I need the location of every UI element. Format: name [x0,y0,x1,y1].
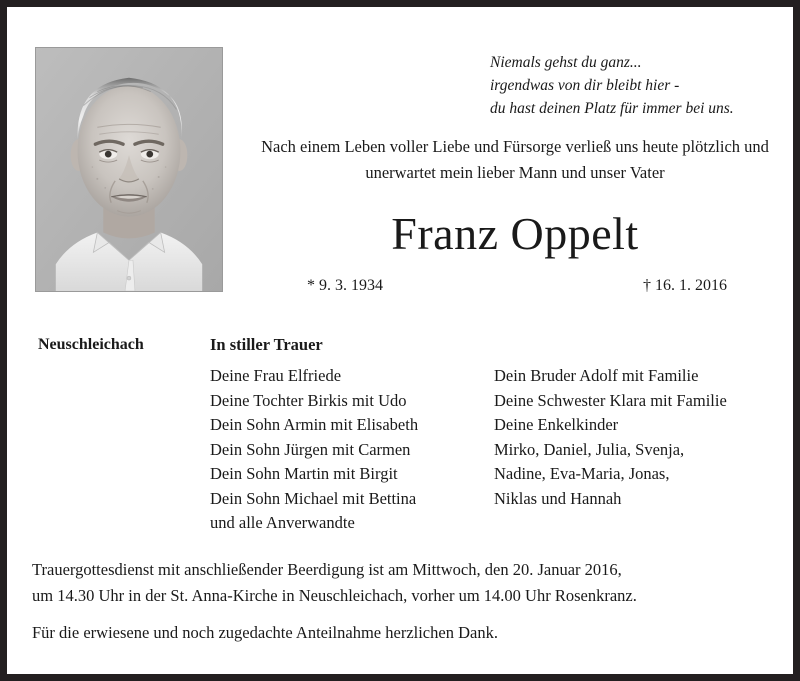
mourner-entry: Dein Sohn Jürgen mit Carmen [210,439,411,459]
service-line-1: Trauergottesdienst mit anschließender Beerdigung ist am Mittwoch, den 20. Januar 2016, [32,560,622,579]
thanks-note: Für die erwiesene und noch zugedachte Anteilnahme herzlichen Dank. [32,623,498,642]
mourner-entry: Deine Schwester Klara mit Familie [494,390,727,410]
epigraph-line-2: irgendwas von dir bleibt hier - [490,77,680,94]
date-line [307,275,727,297]
mourner-entry: Deine Frau Elfriede [210,366,342,385]
mourner-entry: Nadine, Eva-Maria, Jonas, [494,464,670,483]
intro-text: Nach einem Leben voller Liebe und Fürsorge verließ uns heute plötzlich und unerwartet mein lieber Mann und unser Vater [261,137,769,182]
mourner-entry: Dein Sohn Martin mit Birgit [210,464,398,483]
mourner-entry: Dein Sohn Michael mit Bettina [210,488,417,508]
mourner-entry: und alle Anverwandte [210,513,355,532]
mourner-entry: Deine Tochter Birkis mit Udo [210,390,407,410]
mourner-entry: Dein Sohn Armin mit Elisabeth [210,415,419,434]
place-name: Neuschleichach [38,336,144,353]
birth-date: * 9. 3. 1934 [307,277,383,294]
service-line-2: um 14.30 Uhr in der St. Anna-Kirche in Neuschleichach, vorher um 14.00 Uhr Rosenkranz. [32,586,637,605]
death-date: † 16. 1. 2016 [643,277,727,294]
mourner-entry: Niklas und Hannah [494,488,622,508]
epigraph-line-3: du hast deinen Platz für immer bei uns. [490,100,734,117]
mourner-entry: Mirko, Daniel, Julia, Svenja, [494,439,685,459]
mourner-entry: Dein Bruder Adolf mit Familie [494,366,699,385]
epigraph-line-1: Niemals gehst du ganz... [490,54,642,71]
portrait-photo [35,47,223,292]
epigraph [490,51,790,120]
portrait-photo-graphic [36,48,222,291]
mourners-right-column [494,364,784,511]
mourners-left-column [210,364,490,536]
mourning-heading: In stiller Trauer [210,335,323,354]
service-information [32,557,777,609]
deceased-name: Franz Oppelt [391,208,639,259]
mourner-entry: Deine Enkelkinder [494,415,619,434]
